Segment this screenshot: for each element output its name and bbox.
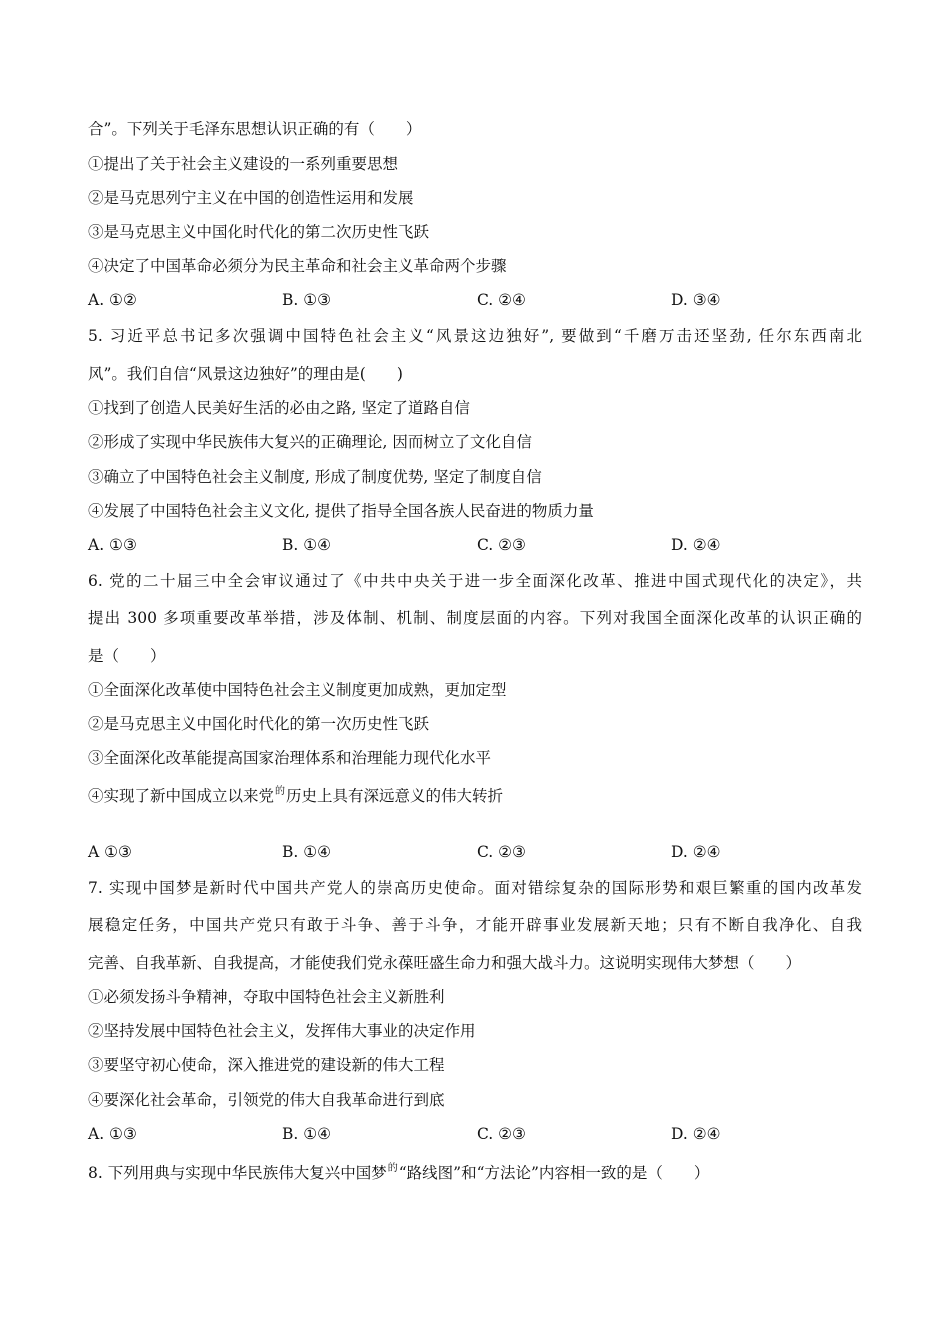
q6-stem-line-2: 提出 300 多项重要改革举措，涉及体制、机制、制度层面的内容。下列对我国全面深化改革的认识正确的 — [88, 609, 862, 627]
q5-item-2: ②形成了实现中华民族伟大复兴的正确理论, 因而树立了文化自信 — [88, 433, 532, 451]
q7-stem-line-3: 完善、自我革新、自我提高，才能使我们党永葆旺盛生命力和强大战斗力。这说明实现伟大梦想（ ） — [88, 954, 802, 972]
q5-option-b: B. ①④ — [282, 536, 332, 554]
q6-item-3: ③全面深化改革能提高国家治理体系和治理能力现代化水平 — [88, 749, 492, 767]
q5-stem-line-1: 5. 习近平总书记多次强调中国特色社会主义“风景这边独好”, 要做到“千磨万击还坚劲, 任尔东西南北 — [88, 327, 862, 345]
q7-item-3: ③要坚守初心使命，深入推进党的建设新的伟大工程 — [88, 1056, 445, 1074]
q7-stem-line-2: 展稳定任务，中国共产党只有敢于斗争、善于斗争，才能开辟事业发展新天地；只有不断自我净化、自我 — [88, 916, 862, 934]
q6-option-a: A ①③ — [88, 843, 132, 861]
q4-options — [88, 290, 788, 310]
q4-item-1: ①提出了关于社会主义建设的一系列重要思想 — [88, 155, 399, 173]
q7-option-a: A. ①③ — [88, 1125, 137, 1143]
q5-item-3: ③确立了中国特色社会主义制度, 形成了制度优势, 坚定了制度自信 — [88, 468, 542, 486]
q6-option-d: D. ②④ — [671, 843, 721, 861]
q8-stem — [88, 1163, 709, 1186]
q5-option-c: C. ②③ — [477, 536, 526, 554]
q4-stem-tail: 合”。下列关于毛泽东思想认识正确的有（ ） — [88, 120, 422, 138]
q6-stem-line-1: 6. 党的二十届三中全会审议通过了《中共中央关于进一步全面深化改革、推进中国式现代化的决定》，共 — [88, 572, 862, 590]
q7-options — [88, 1124, 788, 1144]
q6-item-1: ①全面深化改革使中国特色社会主义制度更加成熟，更加定型 — [88, 681, 507, 699]
q7-option-c: C. ②③ — [477, 1125, 526, 1143]
q6-item-4-before: ④实现了新中国成立以来党 — [88, 787, 275, 805]
q5-item-4: ④发展了中国特色社会主义文化, 提供了指导全国各族人民奋进的物质力量 — [88, 502, 594, 520]
q4-item-3: ③是马克思主义中国化时代化的第二次历史性飞跃 — [88, 223, 430, 241]
q7-option-b: B. ①④ — [282, 1125, 332, 1143]
q8-stem-after: “路线图”和“方法论”内容相一致的是（ ） — [398, 1164, 710, 1182]
q6-options — [88, 842, 788, 862]
q4-option-d: D. ③④ — [671, 291, 721, 309]
q6-stem-line-3: 是（ ） — [88, 647, 166, 665]
q6-item-4-raised-char: 的 — [275, 786, 286, 797]
q6-item-4-after: 历史上具有深远意义的伟大转折 — [286, 787, 504, 805]
q7-stem-line-1: 7. 实现中国梦是新时代中国共产党人的崇高历史使命。面对错综复杂的国际形势和艰巨繁重的国内改革发 — [88, 879, 862, 897]
q6-option-b: B. ①④ — [282, 843, 332, 861]
q5-option-d: D. ②④ — [671, 536, 721, 554]
q7-item-2: ②坚持发展中国特色社会主义，发挥伟大事业的决定作用 — [88, 1022, 476, 1040]
q4-option-a: A. ①② — [88, 291, 137, 309]
q8-stem-before: 8. 下列用典与实现中华民族伟大复兴中国梦 — [88, 1164, 387, 1182]
q7-item-4: ④要深化社会革命，引领党的伟大自我革命进行到底 — [88, 1091, 445, 1109]
q5-stem-line-2: 风”。我们自信“风景这边独好”的理由是( ) — [88, 365, 403, 383]
q5-options — [88, 535, 788, 555]
q5-item-1: ①找到了创造人民美好生活的必由之路, 坚定了道路自信 — [88, 399, 470, 417]
q6-item-4 — [88, 786, 503, 809]
q6-item-2: ②是马克思主义中国化时代化的第一次历史性飞跃 — [88, 715, 430, 733]
q6-option-c: C. ②③ — [477, 843, 526, 861]
q4-option-b: B. ①③ — [282, 291, 332, 309]
q7-option-d: D. ②④ — [671, 1125, 721, 1143]
q4-item-4: ④决定了中国革命必须分为民主革命和社会主义革命两个步骤 — [88, 257, 507, 275]
q7-item-1: ①必须发扬斗争精神，夺取中国特色社会主义新胜利 — [88, 988, 445, 1006]
q8-stem-raised-char: 的 — [387, 1163, 398, 1174]
q4-item-2: ②是马克思列宁主义在中国的创造性运用和发展 — [88, 189, 414, 207]
q5-option-a: A. ①③ — [88, 536, 137, 554]
q4-option-c: C. ②④ — [477, 291, 526, 309]
